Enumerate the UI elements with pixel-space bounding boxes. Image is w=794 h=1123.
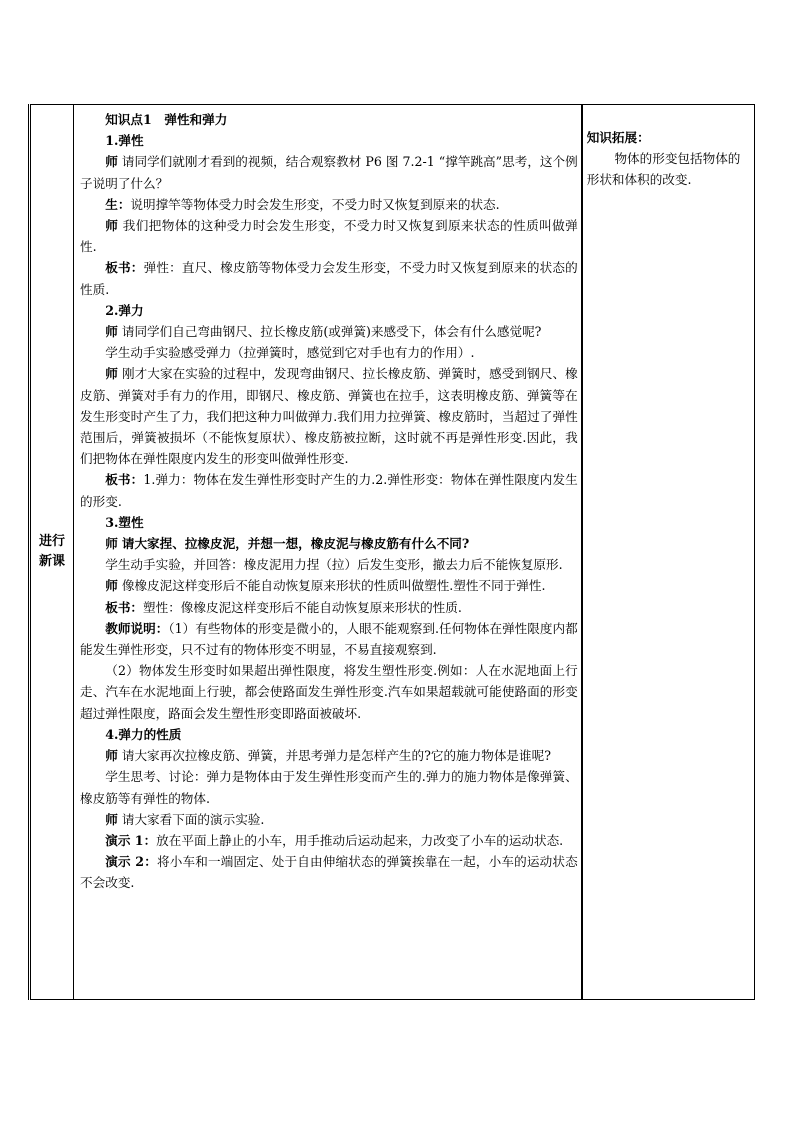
paragraph — [80, 469, 578, 511]
speaker-label: 演示 2： — [105, 854, 157, 870]
heading-elasticity: 1.弹性 — [105, 133, 144, 149]
paragraph-text: 请大家看下面的演示实验. — [121, 811, 265, 827]
paragraph-text: 塑性：像橡皮泥这样变形后不能自动恢复原来形状的性质. — [143, 599, 462, 615]
paragraph — [80, 533, 578, 554]
paragraph — [80, 830, 578, 851]
paragraph — [80, 151, 578, 193]
knowledge-point-title: 知识点1 弹性和弹力 — [105, 112, 228, 127]
paragraph-text: 将小车和一端固定、处于自由伸缩状态的弹簧挨靠在一起，小车的运动状态不会改变. — [80, 854, 578, 891]
paragraph-text: 请大家捏、拉橡皮泥，并想一想，橡皮泥与橡皮筋有什么不同? — [121, 536, 470, 552]
outer-border-left — [28, 104, 29, 1000]
paragraph-text: 我们把物体的这种受力时会发生形变，不受力时又恢复到原来状态的性质叫做弹性. — [80, 218, 578, 255]
sidebar-title: 知识拓展： — [586, 130, 650, 145]
paragraph-text: 像橡皮泥这样变形后不能自动恢复原来形状的性质叫做塑性.塑性不同于弹性. — [121, 578, 546, 594]
paragraph: 学生动手实验，并回答：橡皮泥用力捏（拉）后发生变形，撤去力后不能恢复原形. — [105, 557, 563, 573]
paragraph-text: 刚才大家在实验的过程中，发现弯曲钢尺、拉长橡皮筋、弹簧时，感受到钢尺、橡皮筋、弹簧对手有力的作用，即钢尺、橡皮筋、弹簧也在拉手，这表明橡皮筋、弹簧等在发生形变时产生了力，我们把这种力叫做弹力.我们用力拉弹簧、橡皮筋时，当超过了弹性范围后，弹簧被损坏（不能恢复原状）、橡皮筋被拉断，这时就不再是弹性形变.因此，我们把物体在弹性限度内发生的形变叫做弹性形变. — [80, 366, 578, 467]
paragraph — [80, 257, 578, 299]
lesson-table — [30, 104, 755, 1000]
paragraph — [80, 618, 578, 660]
speaker-label: 师 — [105, 578, 118, 594]
section-label-cell — [31, 105, 74, 1000]
speaker-label: 师 — [105, 748, 118, 764]
speaker-label: 生： — [105, 196, 131, 212]
paragraph — [80, 851, 578, 893]
paragraph — [80, 215, 578, 257]
speaker-label: 师 — [105, 366, 118, 382]
paragraph-text: 请同学们自己弯曲钢尺、拉长橡皮筋(或弹簧)来感受下，体会有什么感觉呢? — [121, 324, 542, 340]
paragraph-text: 弹性：直尺、橡皮筋等物体受力会发生形变，不受力时又恢复到原来的状态的性质. — [80, 260, 578, 297]
speaker-label: 教师说明： — [105, 620, 169, 636]
paragraph — [80, 363, 578, 469]
paragraph-text: 1.弹力：物体在发生弹性形变时产生的力.2.弹性形变：物体在弹性限度内发生的形变. — [80, 472, 578, 509]
paragraph: 学生思考、讨论：弹力是物体由于发生弹性形变而产生的.弹力的施力物体是像弹簧、橡皮筋等有弹性的物体. — [80, 769, 578, 806]
sidebar-text: 物体的形变包括物体的形状和体积的改变. — [586, 151, 741, 187]
paragraph: 学生动手实验感受弹力（拉弹簧时，感觉到它对手也有力的作用）. — [105, 345, 475, 361]
paragraph: （2）物体发生形变时如果超出弹性限度，将发生塑性形变.例如：人在水泥地面上行走、汽车在水泥地面上行驶，都会使路面发生弹性形变.汽车如果超载就可能使路面的形变超过弹性限度，路面会发生塑性形变即路面被破坏. — [80, 663, 578, 721]
heading-elastic-force: 2.弹力 — [105, 302, 144, 318]
speaker-label: 板书： — [105, 599, 144, 615]
section-label: 进行新课 — [39, 534, 66, 569]
paragraph-text: 说明撑竿等物体受力时会发生形变，不受力时又恢复到原来的状态. — [130, 196, 500, 212]
paragraph — [80, 745, 578, 766]
paragraph — [80, 597, 578, 618]
speaker-label: 板书： — [105, 472, 144, 488]
speaker-label: 板书： — [105, 260, 144, 276]
lesson-row — [31, 105, 755, 1000]
speaker-label: 师 — [105, 324, 118, 340]
speaker-label: 师 — [105, 154, 118, 170]
paragraph — [80, 809, 578, 830]
speaker-label: 师 — [105, 218, 119, 234]
speaker-label: 演示 1： — [105, 832, 157, 848]
paragraph-text: （1）有些物体的形变是微小的，人眼不能观察到.任何物体在弹性限度内都能发生弹性形变，只不过有的物体形变不明显，不易直接观察到. — [80, 620, 578, 658]
paragraph — [80, 575, 578, 596]
heading-plasticity: 3.塑性 — [105, 514, 144, 530]
paragraph — [80, 321, 578, 342]
speaker-label: 师 — [105, 811, 118, 827]
paragraph-text: 请同学们就刚才看到的视频，结合观察教材 P6 图 7.2-1 “撑竿跳高”思考，这个例子说明了什么？ — [80, 154, 578, 191]
paragraph — [80, 194, 578, 215]
sidebar-cell — [582, 105, 754, 1000]
paragraph-text: 请大家再次拉橡皮筋、弹簧，并思考弹力是怎样产生的?它的施力物体是谁呢? — [121, 748, 551, 764]
main-content-cell — [74, 105, 583, 1000]
paragraph-text: 放在平面上静止的小车，用手推动后运动起来，力改变了小车的运动状态. — [156, 832, 564, 848]
heading-elastic-force-nature: 4.弹力的性质 — [105, 726, 182, 742]
speaker-label: 师 — [105, 536, 118, 552]
